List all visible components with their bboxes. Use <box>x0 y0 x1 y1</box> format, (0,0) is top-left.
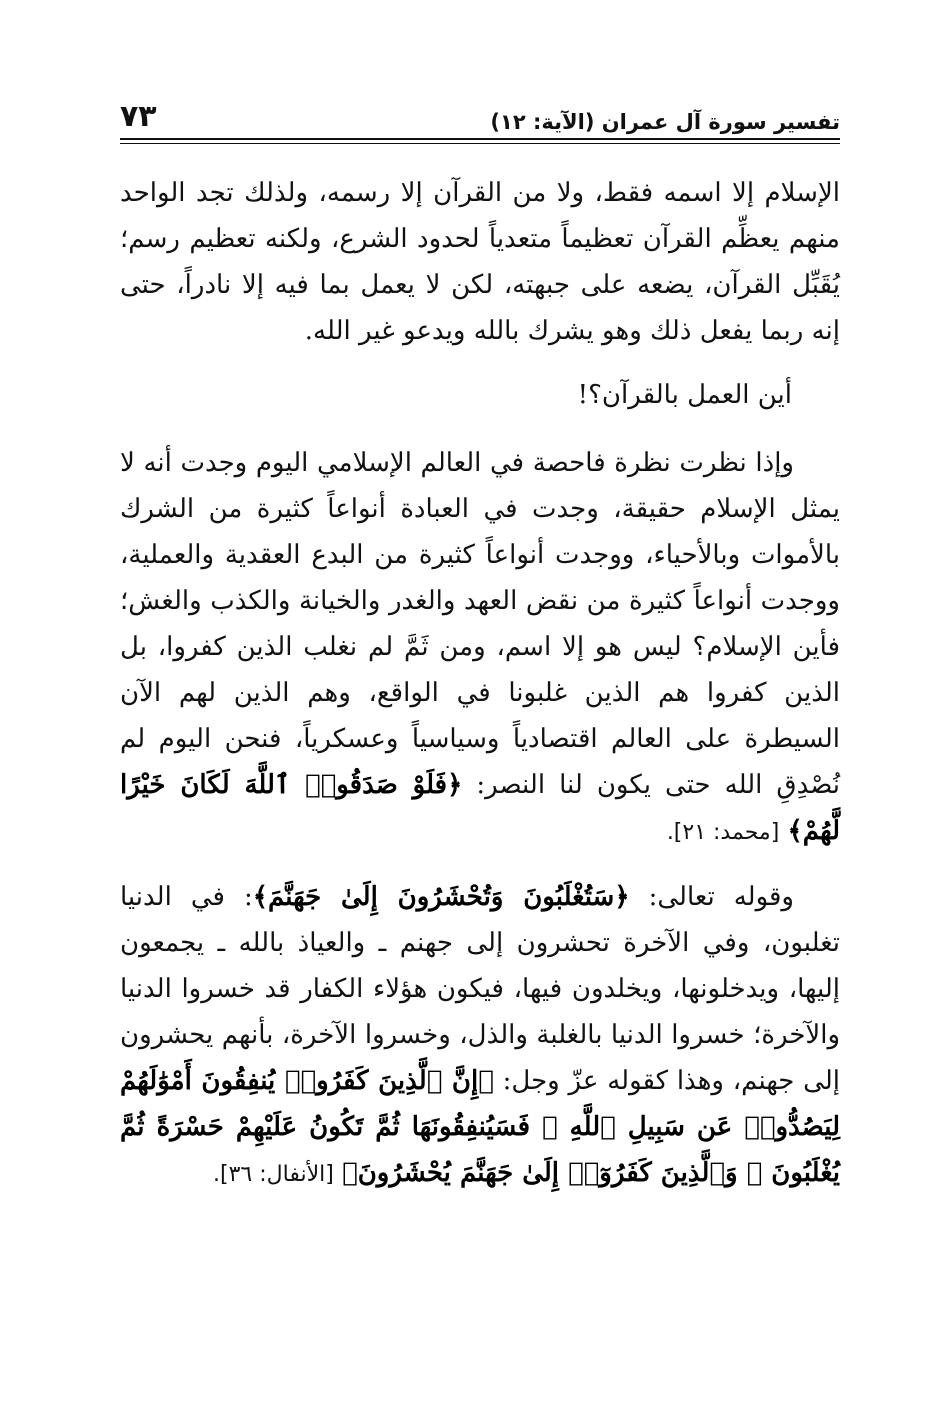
running-header <box>120 92 840 138</box>
section-heading: أين العمل بالقرآن؟! <box>577 380 792 410</box>
verse-reference-anfal: [الأنفال: ٣٦]. <box>213 1162 334 1187</box>
paragraph-1: الإسلام إلا اسمه فقط، ولا من القرآن إلا رسمه، ولذلك تجد الواحد منهم يعظِّم القرآن تعظيماً متعدياً لحدود الشرع، ولكنه تعظيم رسم؛ يُقَبِّل القرآن، يضعه على جبهته، لكن لا يعمل بما فيه إلا نادراً، حتى إنه ربما يفعل ذلك وهو يشرك بالله ويدعو غير الله. <box>120 178 840 346</box>
quran-verse-muhammad: ﴿فَلَوْ صَدَقُوا۟ ٱللَّهَ لَكَانَ خَيْرًا لَّهُمْ﴾ <box>120 770 840 846</box>
paragraph-2 <box>120 440 840 856</box>
chapter-title: تفسير سورة آل عمران (الآية: ١٢) <box>490 110 840 134</box>
verse-reference-muhammad: [محمد: ٢١]. <box>666 820 780 845</box>
book-page <box>120 92 840 1216</box>
page-number: ٧٣ <box>120 99 157 134</box>
quran-verse-ayah-12: ﴿سَتُغْلَبُونَ وَتُحْشَرُونَ إِلَىٰ جَهَنَّمَ﴾ <box>252 882 630 912</box>
header-rule <box>120 138 840 144</box>
paragraph-3-text: : في الدنيا تغلبون، وفي الآخرة تحشرون إلى جهنم ـ والعياذ بالله ـ يجمعون إليها، ويدخلونها، ويخلدون فيها، فيكون هؤلاء الكفار قد خسروا الدنيا والآخرة؛ خسروا الدنيا بالغلبة والذل، وخسروا الآخرة، بأنهم يحشرون إلى جهنم، وهذا كقوله عزّ وجل: <box>120 882 841 1096</box>
paragraph-2-text: وإذا نظرت نظرة فاحصة في العالم الإسلامي اليوم وجدت أنه لا يمثل الإسلام حقيقة، وجدت في العبادة أنواعاً كثيرة من الشرك بالأموات وبالأحياء، ووجدت أنواعاً كثيرة من البدع العقدية والعملية، ووجدت أنواعاً كثيرة من نقض العهد والغدر والخيانة والكذب والغش؛ فأين الإسلام؟ ليس هو إلا اسم، ومن ثَمَّ لم نغلب الذين كفروا، بل الذين كفروا هم الذين غلبونا في الواقع، وهم الذين لهم الآن السيطرة على العالم اقتصادياً وسياسياً وعسكرياً، فنحن اليوم لم نُصْدِقِ الله حتى يكون لنا النصر: <box>120 448 841 800</box>
paragraph-3-intro: وقوله تعالى: <box>648 882 794 912</box>
quran-verse-anfal: ﴿إِنَّ ٱلَّذِينَ كَفَرُوا۟ يُنفِقُونَ أَمْوَٰلَهُمْ لِيَصُدُّوا۟ عَن سَبِيلِ ٱللَّهِ ۚ فَسَيُنفِقُونَهَا ثُمَّ تَكُونُ عَلَيْهِمْ حَسْرَةً ثُمَّ يُغْلَبُونَ ۗ وَٱلَّذِينَ كَفَرُوٓا۟ إِلَىٰ جَهَنَّمَ يُحْشَرُونَ﴾ <box>120 1066 840 1188</box>
paragraph-3 <box>120 874 840 1198</box>
